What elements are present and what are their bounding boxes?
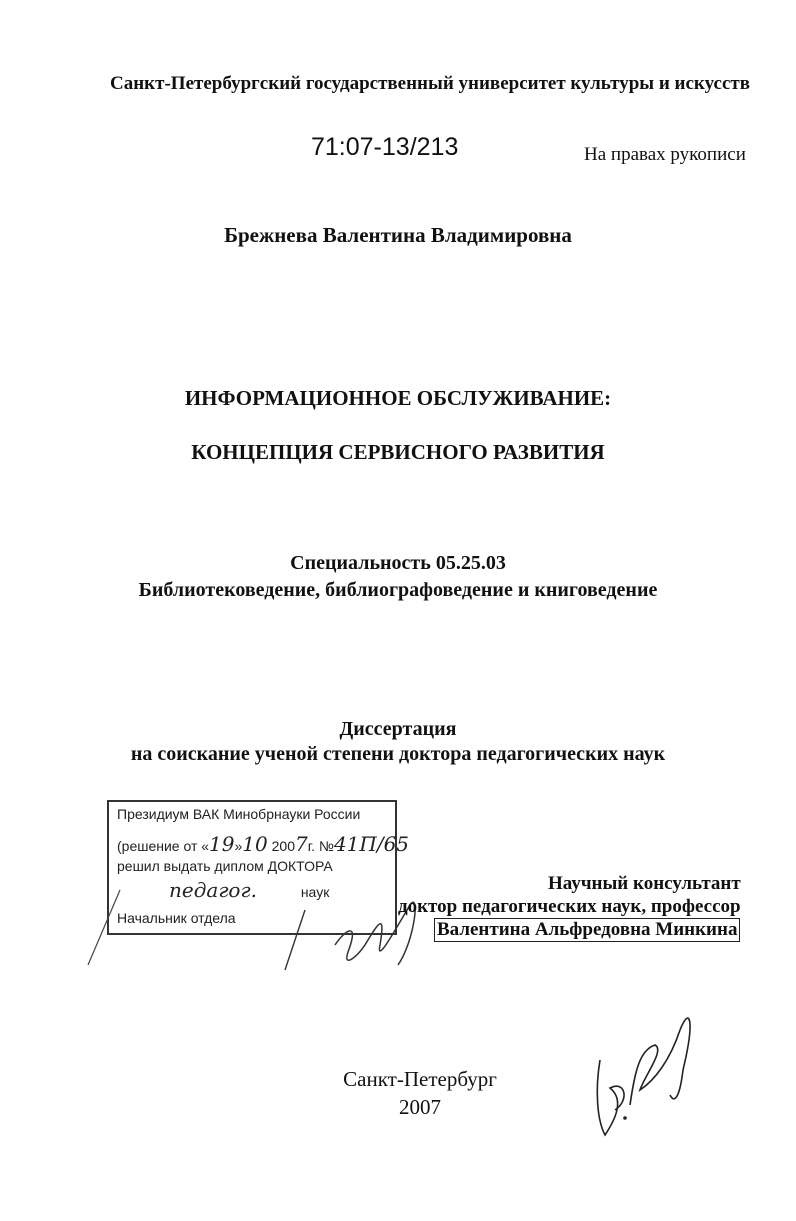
city: Санкт-Петербург bbox=[343, 1067, 497, 1091]
stamp-science-suffix: наук bbox=[300, 884, 330, 900]
stamp-science-hand: педагог. bbox=[169, 878, 257, 902]
stamp-year-prefix: 200 bbox=[271, 838, 295, 854]
dissertation-type: Диссертация bbox=[339, 718, 457, 740]
stamp-number: 41П/65 bbox=[333, 832, 410, 856]
author-signature-dot bbox=[623, 1116, 627, 1120]
specialty-name: Библиотековедение, библиографоведение и книговедение bbox=[138, 579, 658, 601]
year: 2007 bbox=[399, 1095, 441, 1119]
stamp-mid: » bbox=[234, 838, 243, 854]
consultant-degree: доктор педагогических наук, профессор bbox=[398, 896, 741, 917]
stamp-num-prefix: г. № bbox=[307, 838, 334, 854]
stamp-month: 10 bbox=[242, 832, 268, 856]
stamp-day: 19 bbox=[209, 832, 235, 856]
stamp-decision-prefix: (решение от « bbox=[117, 838, 210, 854]
signature-stroke-2 bbox=[285, 910, 305, 970]
university-name: Санкт-Петербургский государственный университет культуры и искусств bbox=[110, 73, 750, 94]
stamp-head: Начальник отдела bbox=[117, 910, 236, 926]
stamp-presidium: Президиум ВАК Минобрнауки России bbox=[117, 806, 361, 822]
manuscript-rights: На правах рукописи bbox=[584, 144, 746, 165]
author-name: Брежнева Валентина Владимировна bbox=[224, 223, 572, 247]
title-line-1: ИНФОРМАЦИОННОЕ ОБСЛУЖИВАНИЕ: bbox=[184, 386, 612, 410]
catalog-code: 71:07-13/213 bbox=[311, 133, 459, 161]
stamp-edge-stroke bbox=[88, 890, 120, 965]
author-signature-stroke-2 bbox=[630, 1018, 690, 1105]
stamp-signature bbox=[80, 780, 460, 990]
stamp-diploma: решил выдать диплом ДОКТОРА bbox=[117, 858, 333, 874]
specialty-code: Специальность 05.25.03 bbox=[290, 552, 506, 574]
consultant-label: Научный консультант bbox=[548, 873, 741, 894]
title-line-2: КОНЦЕПЦИЯ СЕРВИСНОГО РАЗВИТИЯ bbox=[191, 440, 605, 464]
author-signature bbox=[585, 1000, 705, 1150]
author-signature-stroke-1 bbox=[597, 1060, 624, 1135]
consultant-name: Валентина Альфредовна Минкина bbox=[434, 918, 740, 942]
stamp-year-digit: 7 bbox=[295, 832, 308, 856]
dissertation-degree: на соискание ученой степени доктора педагогических наук bbox=[130, 743, 666, 765]
